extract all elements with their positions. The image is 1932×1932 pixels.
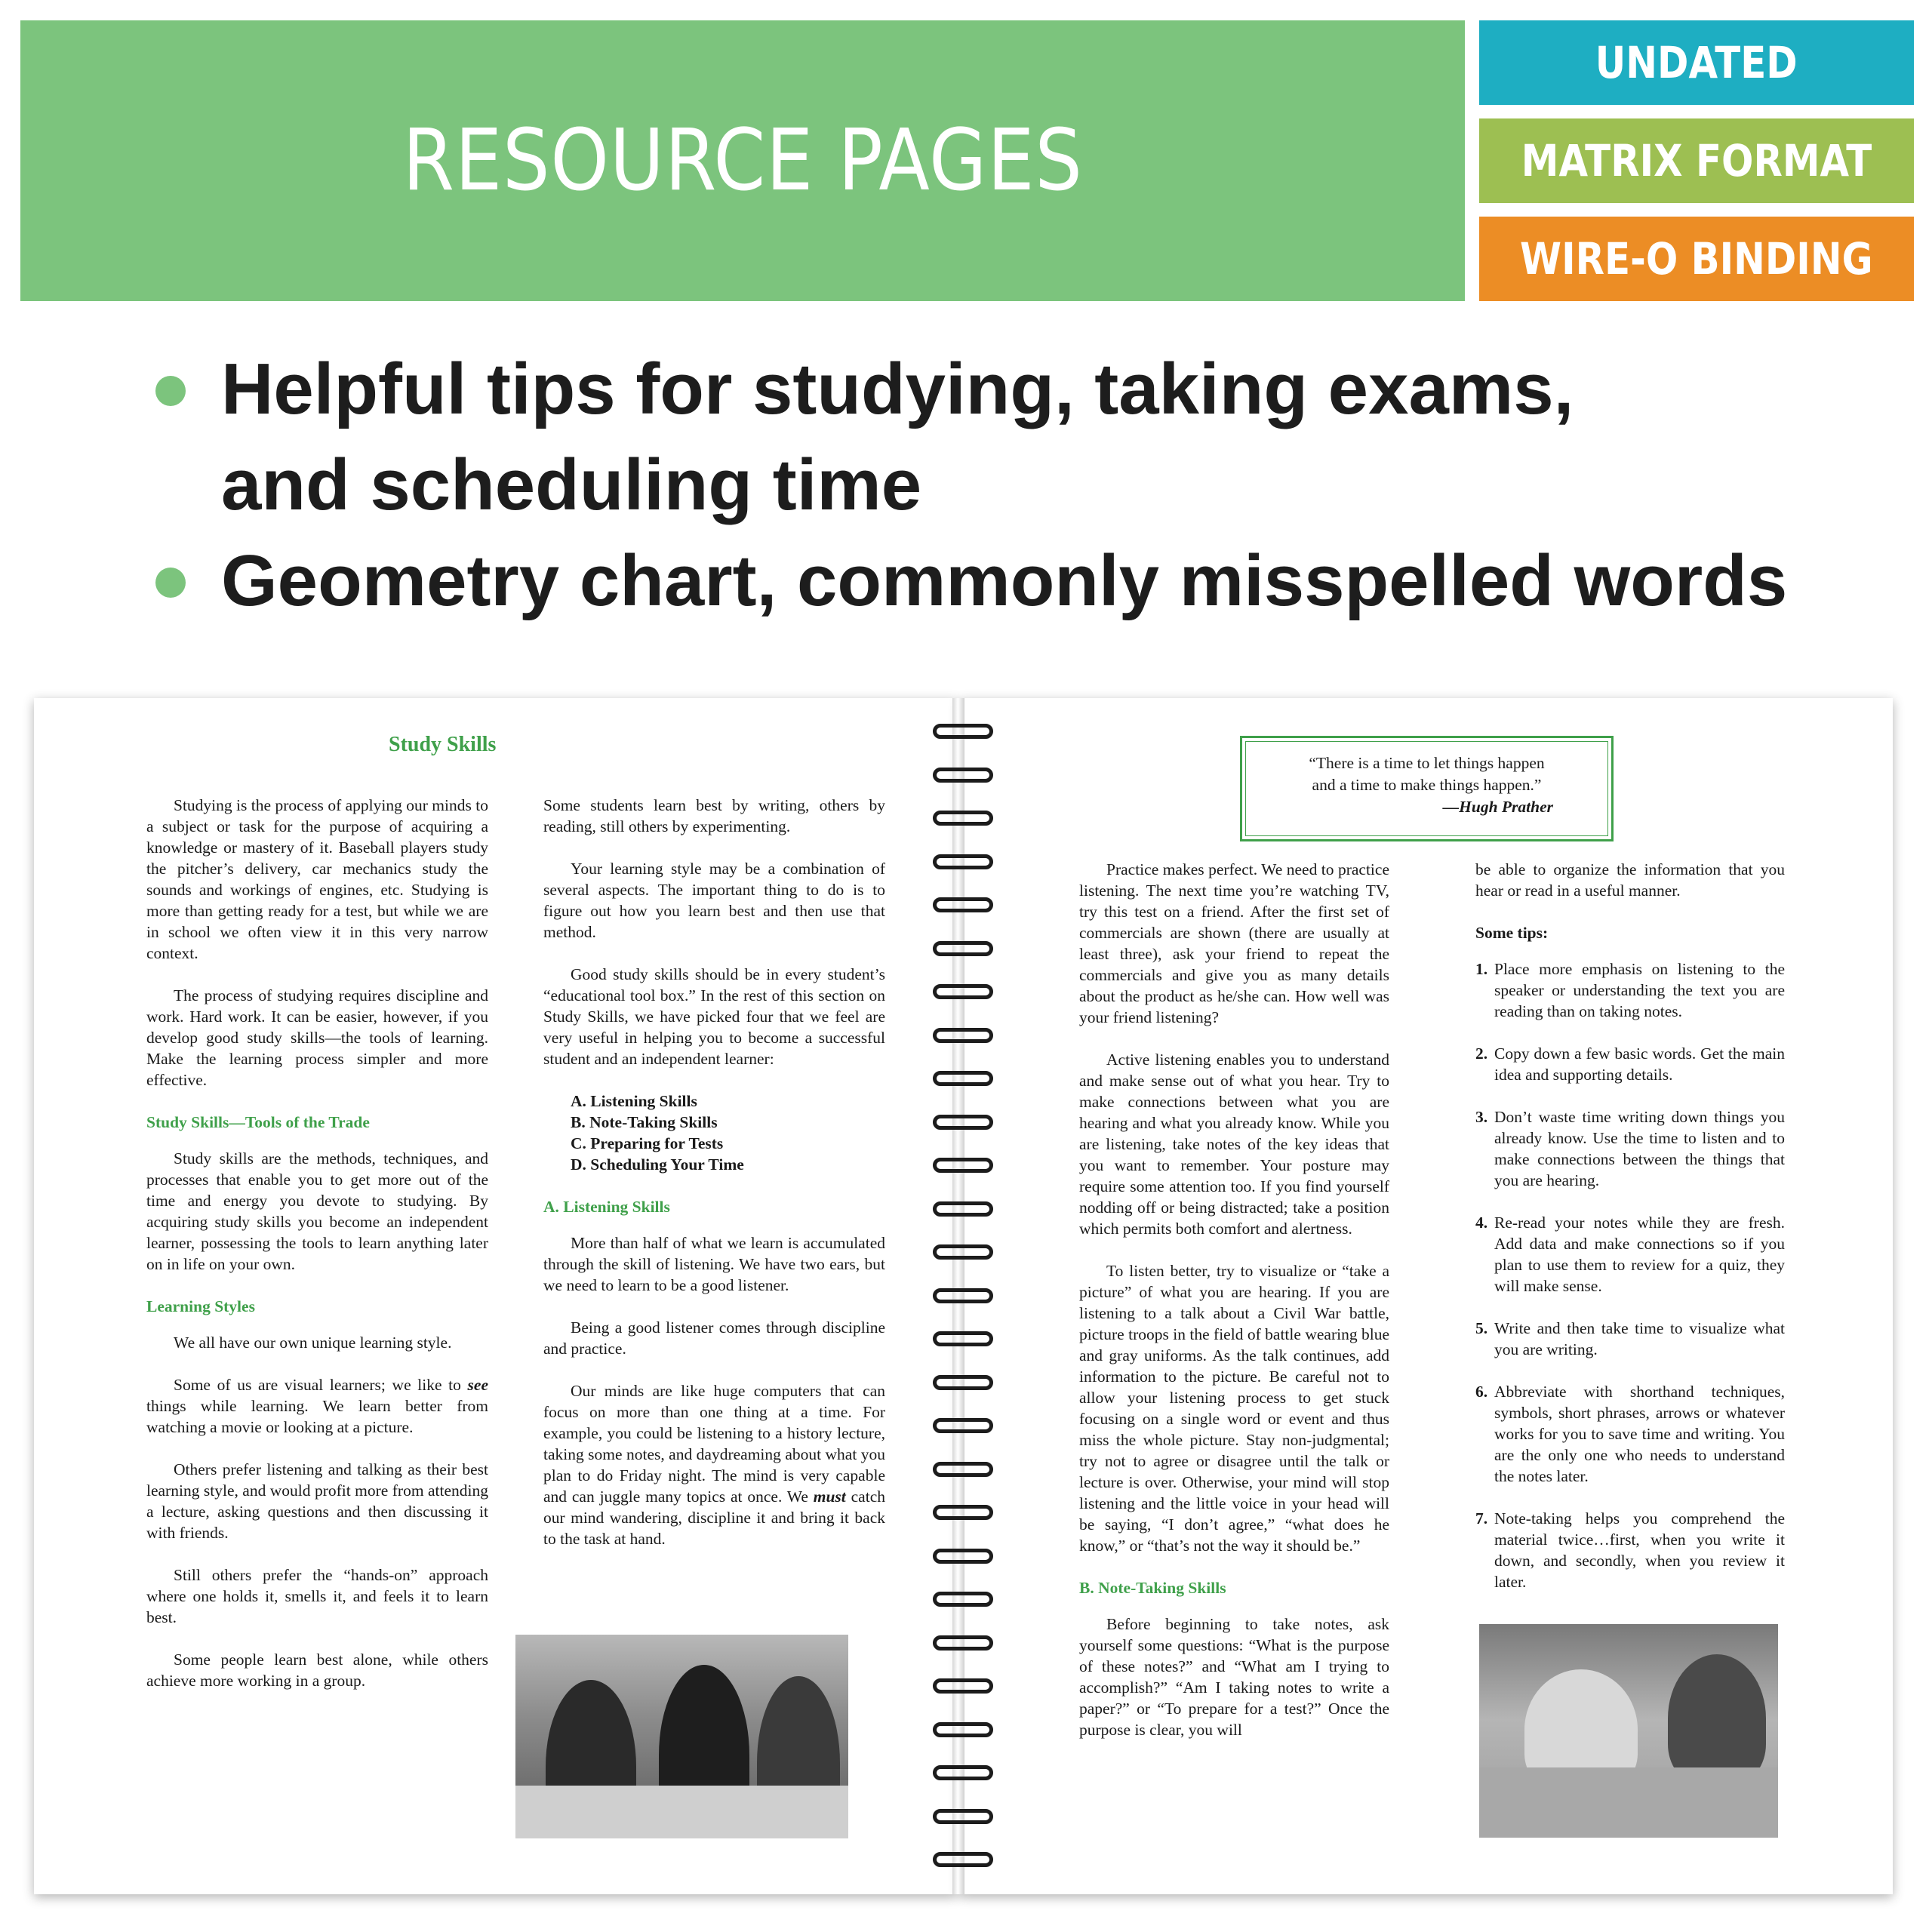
binding-coil (927, 1198, 998, 1220)
tag-matrix-format: MATRIX FORMAT (1479, 118, 1914, 203)
binding-coil (927, 721, 998, 742)
binding-coil (927, 894, 998, 915)
binding-coil (927, 1241, 998, 1263)
binding-coil (927, 1546, 998, 1567)
binding-coil (927, 938, 998, 959)
skills-list (571, 1091, 885, 1175)
binding-coil (927, 1285, 998, 1306)
binding-coil (927, 981, 998, 1002)
list-item: 4. Re-read your notes while they are fresh. Add data and make connections so if you plan to use them to review for a quiz, they will make sense. (1475, 1214, 1785, 1295)
binding-coil (927, 1025, 998, 1046)
left-column-2: Some students learn best by writing, others by reading, still others by experimenting. Your learning style may be a combination of several aspects. The important thing to do is to figure out how you learn best and then use that method. Good study skills should be in every student’s “educational tool box.” In the rest of this section on Study Skills, we have picked four that we feel are very useful in helping you to become a successful student and an independent learner: A. Listening Skills B. Note-Taking Skills C. Preparing for Tests D. Scheduling Your Time A. Listening Skills More than half of what we learn is accumulated through the skill of listening. We have two ears, but we need to learn to be a good listener. Being a good listener comes through discipline and practice. Our minds are like huge computers that can focus on more than one thing at a time. For example, you could be listening to a history lecture, taking some notes, and daydreaming about what you plan to do Friday night. The mind is very capable and can juggle many topics at once. We must catch our mind wandering, discipline it and bring it back to the task at hand. (543, 796, 885, 1548)
section-heading: Learning Styles (146, 1297, 255, 1315)
tips-list (1475, 958, 1785, 1592)
list-item: 1. Place more emphasis on listening to the speaker or understanding the text you are reading than on taking notes. (1475, 960, 1785, 1020)
feature-bullet-list (151, 341, 1887, 629)
list-item: C. Preparing for Tests (571, 1134, 724, 1152)
section-heading: Study Skills—Tools of the Trade (146, 1113, 370, 1131)
list-item: 3. Don’t waste time writing down things you already know. Use the time to listen and to make connections between the things that you are hearing. (1475, 1108, 1785, 1189)
quote-box: “There is a time to let things happen and a time to make things happen.” —Hugh Prather (1240, 736, 1614, 841)
right-column-1: Practice makes perfect. We need to practice listening. The next time you’re watching TV, try this test on a friend. After the first set of commercials are shown (there are usually at least three), ask your friend to repeat the commercials and give you as many details about the product as he/she can. How well was your friend listening? Active listening enables you to understand and make sense out of what you hear. Try to make connections between what you are hearing and what you already know. While you are listening, take notes of the key ideas that you want to remember. Your posture may require some attention too. If you find yourself nodding off or being distracted; take a position which permits both comfort and alertness. To listen better, try to visualize or “take a picture” of what you are hearing. If you are listening to a talk about a Civil War battle, picture troops in the field of battle wearing blue and gray uniforms. As the talk continues, add information to the picture. Be careful not to allow your listening process to get stuck focusing on a single word or event and thus miss the whole picture. Stay non-judgmental; try not to agree or disagree until the talk or lecture is over. Otherwise, your mind will stop listening and the little voice in your head will be saying, “I don’t agree,” “what does he know,” or “that’s not the way it should be.” B. Note-Taking Skills Before beginning to take notes, ask yourself some questions: “What is the purpose of these notes?” and “What am I trying to accomplish?” “Am I taking notes to write a paper?” or “To prepare for a test?” Once the purpose is clear, you will (1079, 860, 1389, 1739)
bullet-item: Geometry chart, commonly misspelled words (151, 533, 1887, 629)
binding-coil (927, 1328, 998, 1349)
students-listening-photo (515, 1635, 848, 1838)
tag-wire-o-binding: WIRE-O BINDING (1479, 217, 1914, 301)
banner-title: RESOURCE PAGES (402, 112, 1083, 210)
list-item: 5. Write and then take time to visualize what you are writing. (1475, 1319, 1785, 1358)
list-item: 7. Note-taking helps you comprehend the material twice…first, when you write it down, and secondly, when you review it later. (1475, 1509, 1785, 1591)
binding-coil (927, 764, 998, 786)
bullet-item: Helpful tips for studying, taking exams, and scheduling time (151, 341, 1887, 533)
resource-pages-banner (20, 20, 1465, 301)
binding-coil (927, 1459, 998, 1480)
binding-coil (927, 1068, 998, 1089)
binding-coil (927, 1155, 998, 1176)
quote-author: —Hugh Prather (1442, 798, 1553, 816)
bullet-dot-icon (155, 568, 186, 598)
binding-coil (927, 1502, 998, 1523)
list-item: A. Listening Skills (571, 1092, 697, 1110)
bullet-dot-icon (155, 376, 186, 406)
binding-coil (927, 1762, 998, 1783)
binding-coil (927, 1675, 998, 1697)
binding-coil (927, 1719, 998, 1740)
list-item: B. Note-Taking Skills (571, 1113, 718, 1131)
section-heading: A. Listening Skills (543, 1198, 670, 1216)
section-heading: B. Note-Taking Skills (1079, 1579, 1226, 1597)
binding-coil (927, 1372, 998, 1393)
tips-heading: Some tips: (1475, 924, 1549, 942)
binding-coil (927, 1589, 998, 1610)
binding-coil (927, 1112, 998, 1133)
binding-coil (927, 851, 998, 872)
binding-coil (927, 1632, 998, 1654)
binding-coil (927, 1806, 998, 1827)
page-title: Study Skills (389, 733, 497, 756)
binding-coil (927, 1849, 998, 1870)
binding-coil (927, 1415, 998, 1436)
tag-undated: UNDATED (1479, 20, 1914, 105)
wire-o-binding (927, 721, 998, 1883)
list-item: 2. Copy down a few basic words. Get the main idea and supporting details. (1475, 1044, 1785, 1084)
list-item: 6. Abbreviate with shorthand techniques, symbols, short phrases, arrows or whatever works for you to save time and writing. You are the only one who needs to understand the notes later. (1475, 1383, 1785, 1485)
binding-coil (927, 808, 998, 829)
list-item: D. Scheduling Your Time (571, 1155, 744, 1174)
students-writing-photo (1479, 1624, 1778, 1838)
left-column-1: Studying is the process of applying our minds to a subject or task for the purpose of acquiring a knowledge or mastery of it. Baseball players study the pitcher’s delivery, car mechanics study the sounds and workings of engines, etc. Studying is more than getting ready for a test, but while we are in school we often view it in this very narrow context. The process of studying requires discipline and work. Hard work. It can be easier, however, if you develop good study skills—the tools of learning. Make the learning process simpler and more effective. Study Skills—Tools of the Trade Study skills are the methods, techniques, and processes that enable you to get more out of the time and energy you devote to studying. By acquiring study skills you become an independent learner, possessing the tools to learn anything later on in life on your own. Learning Styles We all have our own unique learning style. Some of us are visual learners; we like to see things while learning. We learn better from watching a movie or looking at a picture. Others prefer listening and talking as their best learning style, and would profit more from attending a lecture, asking questions and then discussing it with friends. Still others prefer the “hands-on” approach where one holds it, smells it, and feels it to learn best. Some people learn best alone, while others achieve more working in a group. (146, 796, 488, 1690)
right-column-2: be able to organize the information that you hear or read in a useful manner. Some tips: 1. Place more emphasis on listening to the speaker or understanding the text you are reading than on taking notes. 2. Copy down a few basic words. Get the main idea and supporting details. 3. Don’t waste time writing down things you already know. Use the time to listen and to make connections between the things that you are hearing. 4. Re-read your notes while they are fresh. Add data and make connections so if you plan to use them to review for a quiz, they will make sense. 5. Write and then take time to visualize what you are writing. 6. Abbreviate with shorthand techniques, symbols, short phrases, arrows or whatever works for you to save time and writing. You are the only one who needs to understand the notes later. 7. Note-taking helps you comprehend the material twice…first, when you write it down, and secondly, when you review it later. (1475, 860, 1785, 1591)
